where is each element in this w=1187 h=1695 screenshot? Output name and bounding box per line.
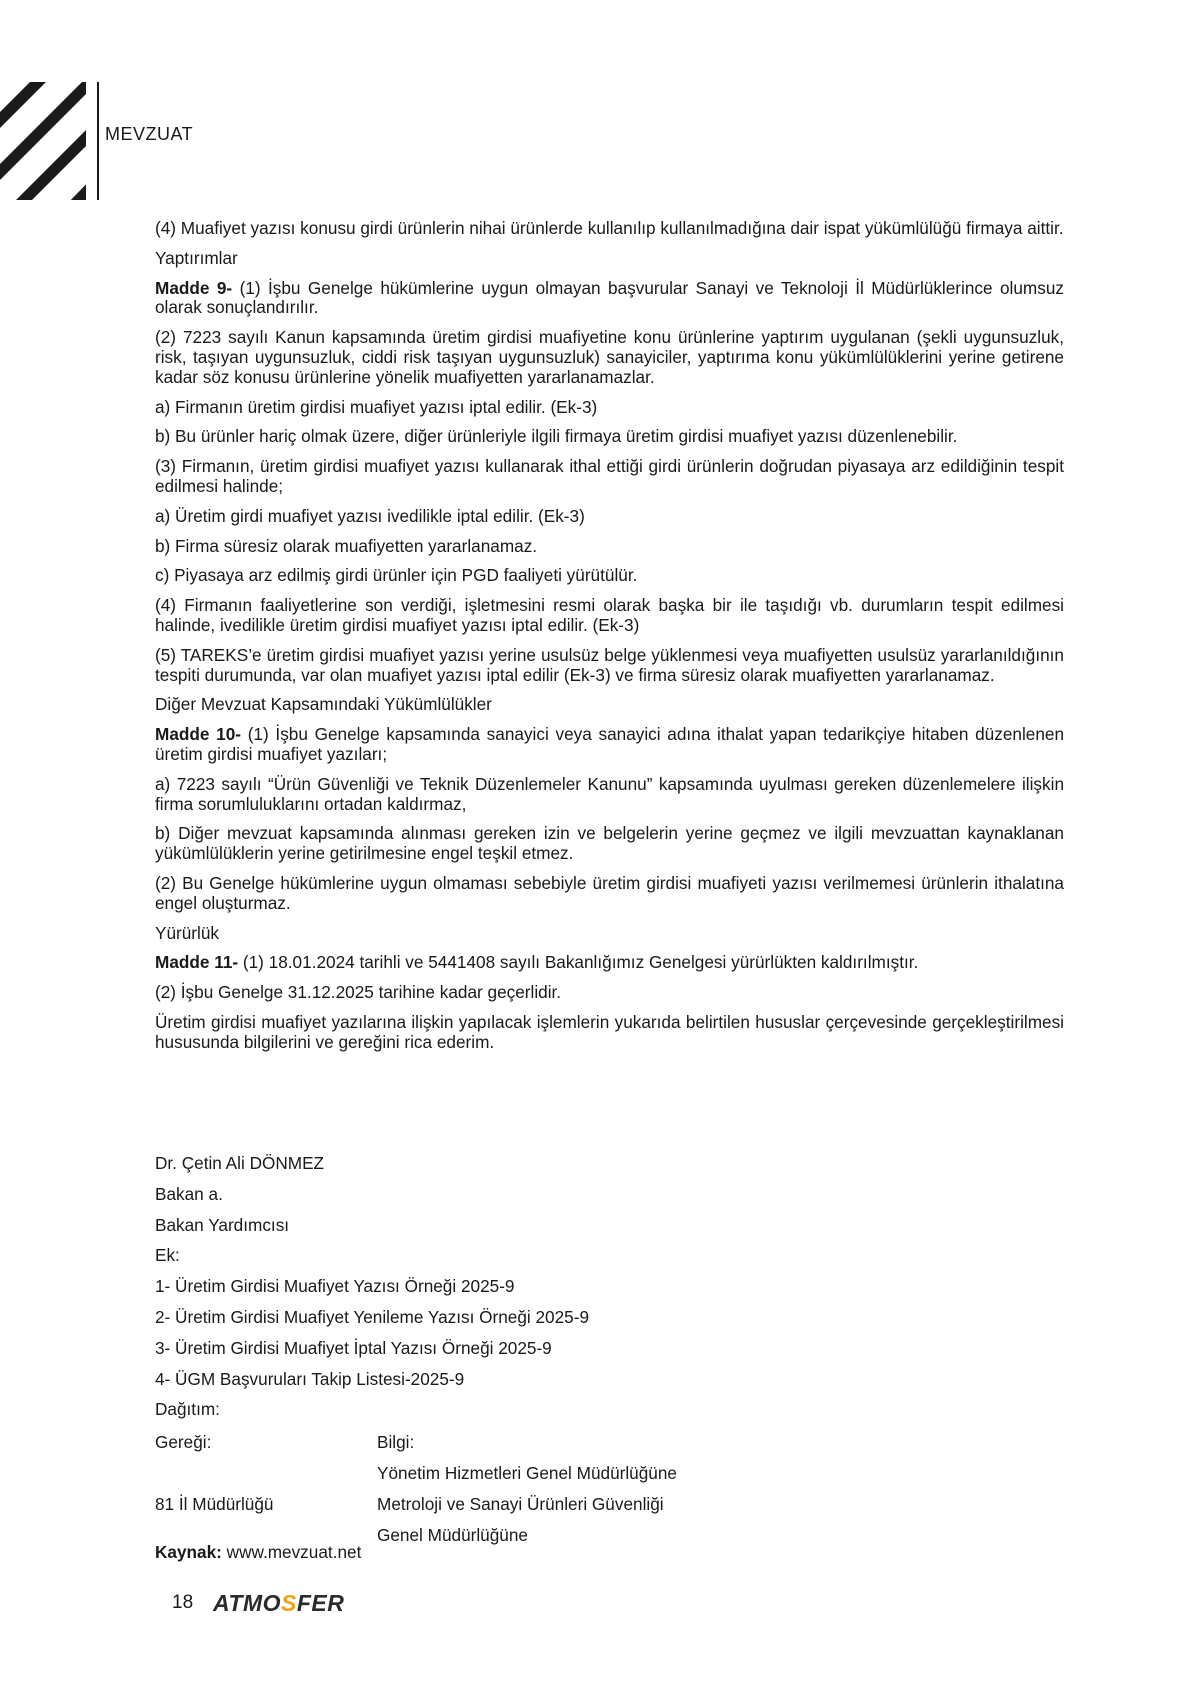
gereği-label: Gereği: [155,1432,212,1452]
spacer [155,1464,355,1495]
distribution-bilgi-column [377,1433,797,1557]
paragraph: (4) Muafiyet yazısı konusu girdi ürünlerin nihai ürünlerde kullanılıp kullanılmadığına dair ispat yükümlülüğü firmaya aittir. [155,218,1064,238]
attachment-item: 2- Üretim Girdisi Muafiyet Yenileme Yazısı Örneği 2025-9 [155,1306,590,1327]
logo-accent-letter: S [281,1590,297,1616]
distribution-table [155,1433,755,1543]
article-11: Madde 11- (1) 18.01.2024 tarihli ve 5441408 sayılı Bakanlığımız Genelgesi yürürlükten kaldırılmıştır. [155,952,919,973]
attachment-item: 3- Üretim Girdisi Muafiyet İptal Yazısı Örneği 2025-9 [155,1337,552,1358]
header-divider [97,82,99,200]
attachment-item: 4- ÜGM Başvuruları Takip Listesi-2025-9 [155,1368,465,1389]
distribution-gereği-column [155,1433,355,1526]
paragraph: b) Diğer mevzuat kapsamında alınması gereken izin ve belgelerin yerine geçmez ve ilgili mevzuattan kaynaklanan yükümlülüklerin yerine getirilmesine engel teşkil etmez. [155,823,1064,864]
paragraph: (2) 7223 sayılı Kanun kapsamında üretim girdisi muafiyetine konu ürünlerine yaptırım uygulanan (şekli uygunsuzluk, risk, taşıyan uygunsuzluk, ciddi risk taşıyan uygunsuzluk) sanayiciler, yaptırıma konu yükümlülüklerini yerine getirene kadar söz konusu ürünlerine yönelik muafiyetten yararlanamazlar. [155,327,1064,387]
article-9: Madde 9- (1) İşbu Genelge hükümlerine uygun olmayan başvurular Sanayi ve Teknoloji İl Müdürlüklerince olumsuz olarak sonuçlandırılır. [155,277,1064,318]
paragraph: a) 7223 sayılı “Ürün Güvenliği ve Teknik Düzenlemeler Kanunu” kapsamında uyulması gereken düzenlemelere ilişkin firma sorumluluklarını ortadan kaldırmaz, [155,773,1064,814]
bilgi-line: Genel Müdürlüğüne [377,1525,528,1545]
attachments-label: Ek: [155,1245,180,1266]
paragraph: a) Firmanın üretim girdisi muafiyet yazısı iptal edilir. (Ek-3) [155,396,598,417]
atmosfer-logo: ATMOSFER [213,1590,345,1616]
heading-yururluk: Yürürlük [155,922,219,943]
closing-paragraph: Üretim girdisi muafiyet yazılarına ilişkin yapılacak işlemlerin yukarıda belirtilen hususlar çerçevesinde gerçekleştirilmesi hususunda bilgilerini ve gereğini rica ederim. [155,1011,1064,1052]
distribution-label: Dağıtım: [155,1399,220,1420]
section-title: MEVZUAT [105,124,194,144]
paragraph: (2) Bu Genelge hükümlerine uygun olmaması sebebiyle üretim girdisi muafiyeti yazısı verilmemesi ürünlerin ithalatına engel oluşturmaz. [155,872,1064,913]
header-stripes-logo [0,82,86,200]
article-10: Madde 10- (1) İşbu Genelge kapsamında sanayici veya sanayici adına ithalat yapan tedarikçiye hitaben düzenlenen üretim girdisi muafiyet yazıları; [155,724,1064,764]
signer-on-behalf: Bakan a. [155,1183,223,1204]
paragraph: (5) TAREKS’e üretim girdisi muafiyet yazısı yerine usulsüz belge yüklenmesi veya muafiyetten usulsüz yararlanıldığının tespiti durumunda, var olan muafiyet yazısı iptal edilir (Ek-3) ve firma süresiz olarak muafiyetten yararlanamaz. [155,644,1064,685]
attachment-item: 1- Üretim Girdisi Muafiyet Yazısı Örneği 2025-9 [155,1276,515,1297]
source-url: www.mevzuat.net [221,1542,362,1562]
page-number: 18 [172,1592,194,1613]
source-line [155,1542,361,1563]
paragraph: (2) İşbu Genelge 31.12.2025 tarihine kadar geçerlidir. [155,982,562,1003]
signer-title: Bakan Yardımcısı [155,1214,290,1235]
paragraph: b) Firma süresiz olarak muafiyetten yararlanamaz. [155,535,538,556]
heading-diger-mevzuat: Diğer Mevzuat Kapsamındaki Yükümlülükler [155,694,492,715]
bilgi-label: Bilgi: [377,1432,415,1452]
paragraph: a) Üretim girdi muafiyet yazısı ivedilikle iptal edilir. (Ek-3) [155,505,585,526]
signature-block [155,1154,589,1431]
bilgi-line: Yönetim Hizmetleri Genel Müdürlüğüne [377,1463,677,1483]
source-label: Kaynak: [155,1542,222,1562]
paragraph: (3) Firmanın, üretim girdisi muafiyet yazısı kullanarak ithal ettiği girdi ürünlerin doğrudan piyasaya arz edildiğinin tespit edilmesi halinde; [155,456,1064,496]
paragraph: (4) Firmanın faaliyetlerine son verdiği, işletmesini resmi olarak başka bir ile taşıdığı vb. durumların tespit edilmesi halinde, ivedilikle üretim girdisi muafiyet yazısı iptal edilir. (Ek-3) [155,595,1064,635]
paragraph: b) Bu ürünler hariç olmak üzere, diğer ürünleriyle ilgili firmaya üretim girdisi muafiyet yazısı düzenlenebilir. [155,426,958,447]
bilgi-line: Metroloji ve Sanayi Ürünleri Güvenliği [377,1494,664,1514]
signer-name: Dr. Çetin Ali DÖNMEZ [155,1153,325,1173]
gereği-value: 81 İl Müdürlüğü [155,1494,274,1514]
heading-yaptirimlar: Yaptırımlar [155,247,238,268]
paragraph: c) Piyasaya arz edilmiş girdi ürünler için PGD faaliyeti yürütülür. [155,565,638,586]
document-body [155,219,1064,1063]
